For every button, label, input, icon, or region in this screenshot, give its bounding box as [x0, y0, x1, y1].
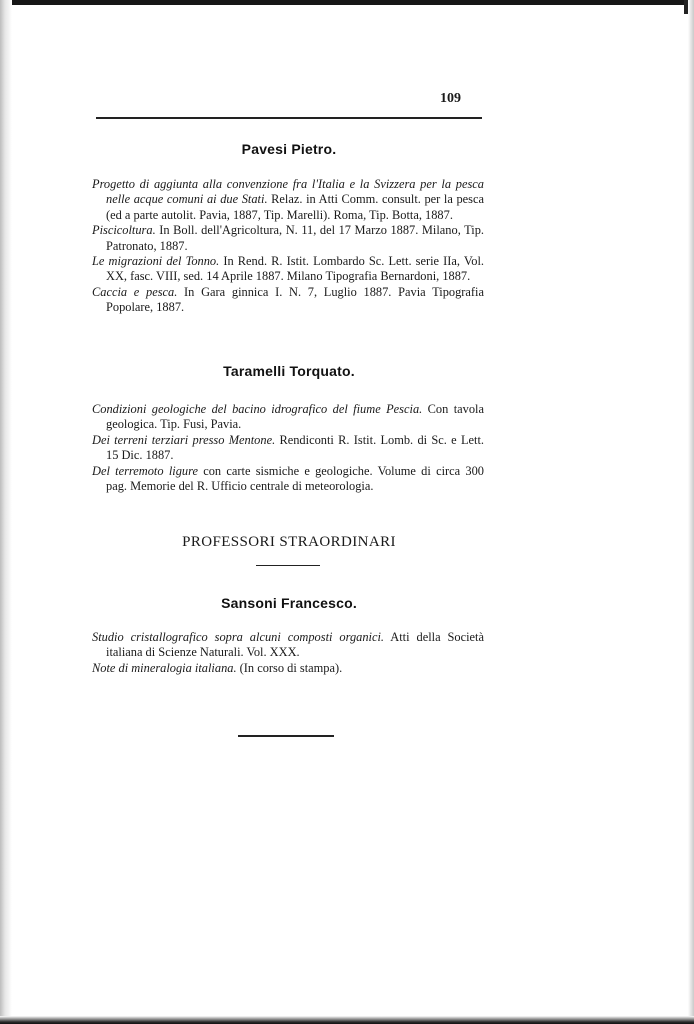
- entry-list-taramelli: [92, 402, 484, 494]
- scan-right-edge: [688, 0, 694, 1024]
- scan-top-edge: [0, 0, 694, 5]
- section-heading-straordinari: PROFESSORI STRAORDINARI: [182, 534, 396, 550]
- entry-list-sansoni: [92, 630, 484, 676]
- bibliography-entry: [92, 464, 484, 495]
- entry-details: Rendiconti R. Istit. Lomb. di Sc. e Lett. 15 Dic. 1887.: [106, 432, 485, 463]
- entry-title: Note di mineralogia italiana.: [92, 660, 237, 675]
- bibliography-entry: [92, 223, 484, 254]
- author-heading-sansoni: Sansoni Francesco.: [221, 595, 357, 611]
- entry-title: Condizioni geologiche del bacino idrografico del fiume Pescia.: [92, 402, 423, 416]
- scan-bottom-edge: [0, 1016, 694, 1024]
- entry-details: (In corso di stampa).: [236, 660, 343, 675]
- bibliography-entry: [92, 254, 484, 285]
- scan-left-edge: [0, 0, 12, 1024]
- bibliography-entry: [92, 661, 484, 676]
- entry-title: Progetto di aggiunta alla convenzione fra l'Italia e la Svizzera per la pesca nelle acque comuni ai due Stati.: [92, 177, 484, 207]
- section-divider: [256, 565, 320, 566]
- entry-details: con carte sismiche e geologiche. Volume di circa 300 pag. Memorie del R. Ufficio centrale di meteorologia.: [106, 463, 484, 494]
- entry-title: Dei terreni terziari presso Mentone.: [92, 432, 276, 447]
- author-heading-taramelli: Taramelli Torquato.: [223, 363, 355, 379]
- entry-title: Piscicoltura.: [92, 223, 156, 238]
- entry-details: In Rend. R. Istit. Lombardo Sc. Lett. serie IIa, Vol. XX, fasc. VIII, sed. 14 Aprile 1887. Milano Tipografia Bernardoni, 1887.: [106, 254, 485, 284]
- bibliography-entry: [92, 285, 484, 316]
- bibliography-entry: [92, 630, 484, 661]
- entry-details: Con tavola geologica. Tip. Fusi, Pavia.: [106, 402, 484, 432]
- bibliography-entry: [92, 402, 484, 433]
- author-heading-pavesi: Pavesi Pietro.: [241, 141, 337, 157]
- bibliography-entry: [92, 433, 484, 464]
- entry-details: In Gara ginnica I. N. 7, Luglio 1887. Pavia Tipografia Popolare, 1887.: [106, 284, 484, 315]
- entry-list-pavesi: [92, 177, 484, 316]
- header-rule: [96, 117, 482, 119]
- entry-details: Relaz. in Atti Comm. consult. per la pesca (ed a parte autolit. Pavia, 1887, Tip. Marelli). Roma, Tip. Botta, 1887.: [106, 192, 484, 222]
- entry-details: In Boll. dell'Agricoltura, N. 11, del 17 Marzo 1887. Milano, Tip. Patronato, 1887.: [106, 223, 484, 253]
- bibliography-entry: [92, 177, 484, 223]
- page-number: 109: [440, 91, 461, 106]
- entry-title: Le migrazioni del Tonno.: [92, 254, 220, 269]
- entry-title: Caccia e pesca.: [92, 284, 178, 299]
- entry-details: Atti della Società italiana di Scienze Naturali. Vol. XXX.: [106, 630, 484, 660]
- entry-title: Studio cristallografico sopra alcuni composti organici.: [92, 630, 385, 644]
- entry-title: Del terremoto ligure: [92, 463, 198, 478]
- end-divider: [238, 735, 334, 737]
